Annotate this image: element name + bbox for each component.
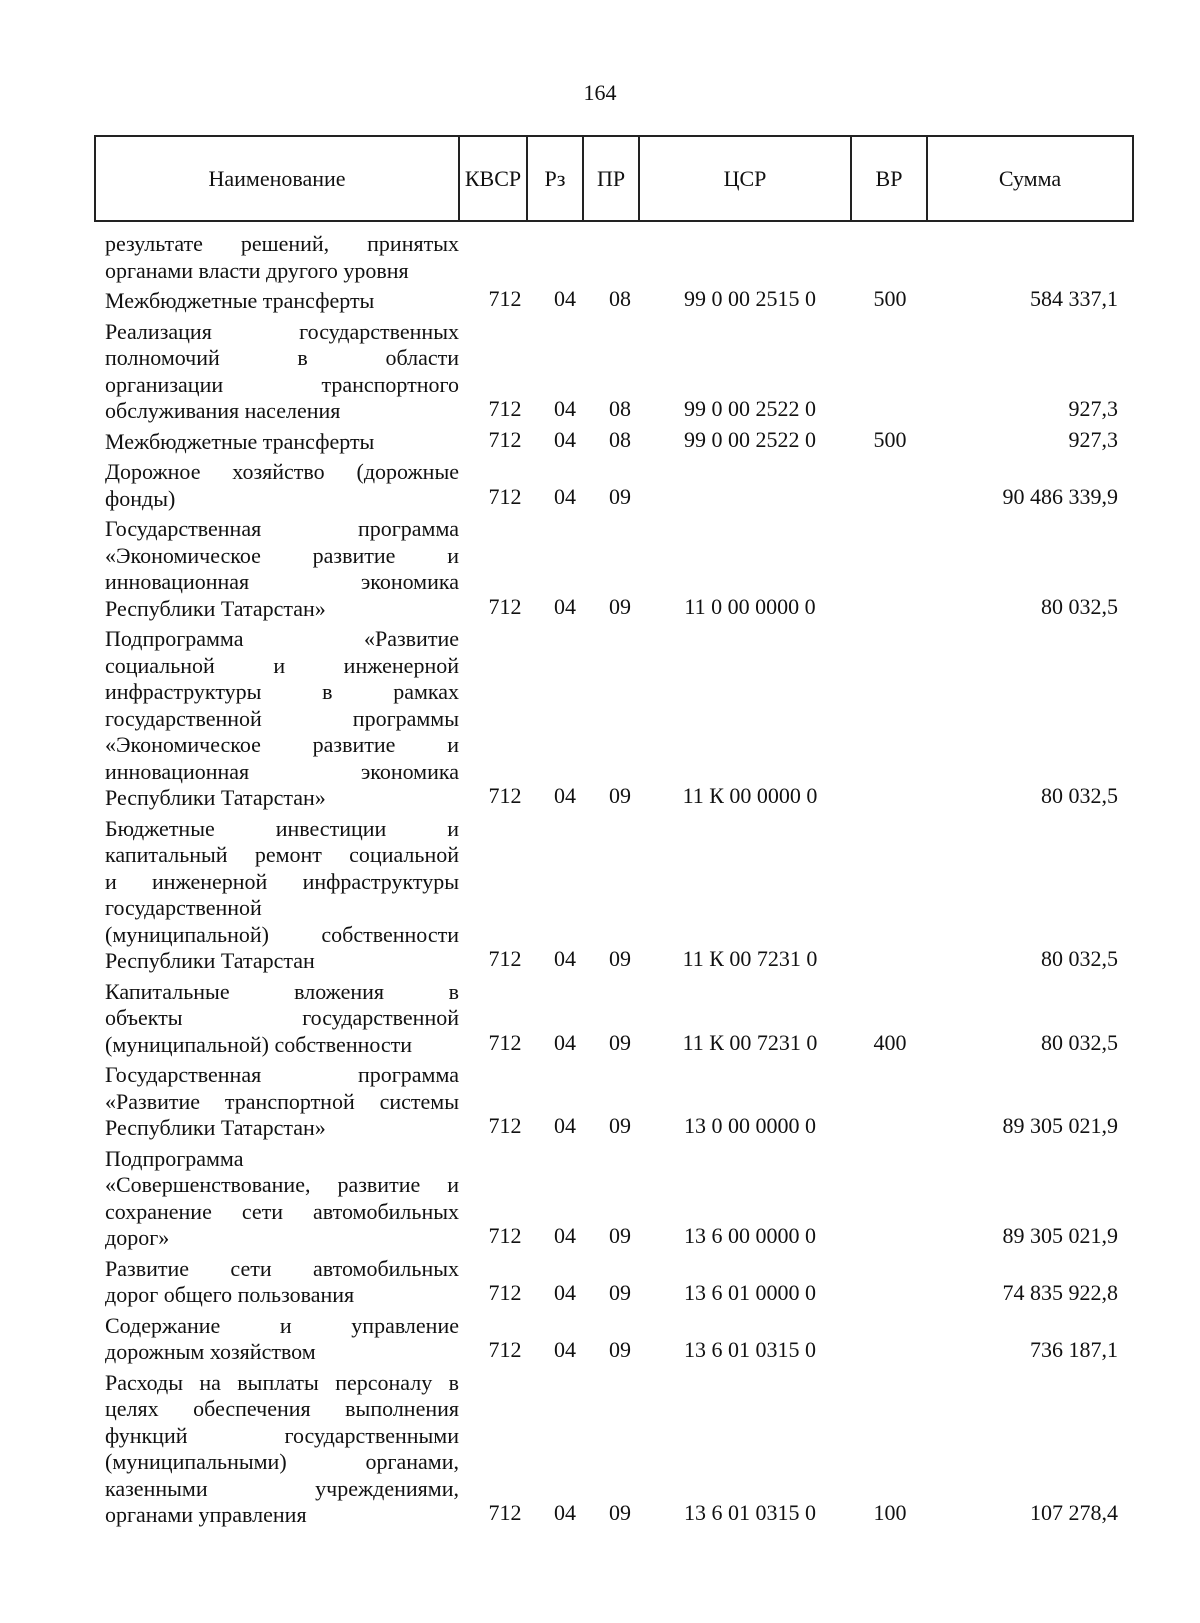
table-row [0,1313,1200,1366]
table-row [0,516,1200,622]
row-name-line: сохранение сети автомобильных [105,1198,459,1224]
cell-pr: 08 [609,286,631,311]
cell-kvsr: 712 [488,1223,522,1248]
cell-csr: 99 0 00 2522 0 [684,396,816,421]
row-name-line: (муниципальными) органами, [105,1449,459,1474]
cell-pr: 09 [609,1113,631,1138]
cell-sum: 80 032,5 [1041,783,1118,808]
row-name [105,516,459,622]
table-body [0,227,1200,1529]
header-rz: Рз [528,137,584,220]
cell-sum: 927,3 [1068,396,1118,421]
table-row [0,816,1200,975]
row-name-line: Государственная программа [105,516,459,541]
table-row [0,979,1200,1059]
cell-pr: 09 [609,1029,631,1055]
table-header [94,135,1134,222]
cell-pr: 08 [609,396,631,421]
row-name-line: органами управления [105,1502,307,1527]
cell-kvsr: 712 [488,946,522,971]
cell-kvsr: 712 [488,1337,522,1362]
cell-kvsr: 712 [488,1280,522,1305]
row-name [105,1370,459,1529]
row-name [105,319,459,425]
cell-rz: 04 [554,396,576,421]
row-name-line: капитальный ремонт социальной [105,842,459,867]
cell-csr: 11 К 00 0000 0 [682,783,818,808]
row-name-line: инновационная экономика [105,569,459,594]
table-row [0,426,1200,456]
cell-csr: 11 К 00 7231 0 [682,946,818,971]
cell-rz: 04 [554,593,576,619]
cell-kvsr: 712 [488,396,522,421]
row-name-line: функций государственными [105,1422,459,1448]
row-name-line: полномочий в области [105,345,459,370]
header-pr: ПР [584,137,640,220]
cell-rz: 04 [554,483,576,509]
cell-pr: 09 [609,1280,631,1305]
row-name-line: Подпрограмма [105,1145,244,1171]
table-row [0,1256,1200,1309]
row-name-line: «Экономическое развитие и [105,732,459,757]
row-name-line: объекты государственной [105,1005,459,1030]
cell-csr: 99 0 00 2522 0 [684,426,816,452]
row-name [105,1146,459,1252]
row-name-line: Бюджетные инвестиции и [105,815,459,841]
row-name-line: дорог» [105,1225,170,1250]
cell-sum: 80 032,5 [1041,1029,1118,1055]
row-name-line: «Экономическое развитие и [105,542,459,568]
cell-rz: 04 [554,1029,576,1055]
row-name-line: организации транспортного [105,371,459,397]
cell-csr: 13 6 01 0315 0 [684,1337,816,1362]
cell-kvsr: 712 [488,1029,522,1055]
cell-sum: 80 032,5 [1041,593,1118,619]
row-name-line: государственной программы [105,705,459,731]
table-row [0,1146,1200,1252]
cell-pr: 09 [609,1337,631,1362]
row-name-line: Расходы на выплаты персоналу в [105,1369,459,1395]
row-name-line: государственной [105,895,262,920]
row-name-line: (муниципальной) собственности [105,921,459,947]
row-name-line: целях обеспечения выполнения [105,1396,459,1421]
cell-vr: 500 [873,286,907,311]
row-name-line: Республики Татарстан» [105,595,326,621]
row-name-line: фонды) [105,485,176,511]
row-name-line: Развитие сети автомобильных [105,1255,459,1281]
cell-pr: 09 [609,483,631,509]
cell-sum: 80 032,5 [1041,946,1118,971]
row-name-line: Реализация государственных [105,318,459,344]
row-name-line: «Совершенствование, развитие и [105,1172,459,1197]
cell-vr: 100 [873,1500,907,1525]
cell-rz: 04 [554,783,576,808]
row-name-line: казенными учреждениями, [105,1475,459,1501]
row-name-line: (муниципальной) собственности [105,1031,413,1057]
row-name [105,979,459,1059]
row-name-line: инфраструктуры в рамках [105,679,459,704]
row-name-line: дорожным хозяйством [105,1339,316,1364]
row-name [105,1313,459,1366]
cell-csr: 13 6 00 0000 0 [684,1223,816,1248]
row-name [105,816,459,975]
cell-sum: 927,3 [1068,426,1118,452]
row-name-line: Республики Татарстан» [105,785,326,810]
cell-csr: 11 0 00 0000 0 [684,593,816,619]
table-row [0,231,1200,284]
row-name-line: социальной и инженерной [105,652,459,678]
header-name: Наименование [96,137,460,220]
cell-kvsr: 712 [488,426,522,452]
cell-vr: 500 [873,426,907,452]
row-name-line: Межбюджетные трансферты [105,428,375,454]
row-name-line: «Развитие транспортной системы [105,1088,459,1114]
cell-sum: 74 835 922,8 [1002,1280,1118,1305]
cell-sum: 107 278,4 [1030,1500,1118,1525]
table-row [0,459,1200,512]
table-row [0,626,1200,812]
table-row [0,1062,1200,1142]
row-name-line: и инженерной инфраструктуры [105,868,459,894]
cell-sum: 90 486 339,9 [1002,483,1118,509]
cell-sum: 584 337,1 [1030,286,1118,311]
cell-csr: 13 0 00 0000 0 [684,1113,816,1138]
row-name [105,1062,459,1142]
cell-kvsr: 712 [488,1113,522,1138]
cell-rz: 04 [554,286,576,311]
cell-pr: 09 [609,946,631,971]
cell-rz: 04 [554,426,576,452]
row-name-line: Государственная программа [105,1062,459,1087]
cell-rz: 04 [554,1113,576,1138]
row-name-line: Межбюджетные трансферты [105,288,375,313]
cell-kvsr: 712 [488,593,522,619]
table-row [0,288,1200,315]
cell-kvsr: 712 [488,783,522,808]
row-name-line: Подпрограмма «Развитие [105,626,459,651]
header-sum: Сумма [998,165,1062,191]
cell-rz: 04 [554,946,576,971]
row-name-line: Капитальные вложения в [105,978,459,1004]
header-vr: ВР [852,137,928,220]
cell-csr: 13 6 01 0315 0 [684,1500,816,1525]
cell-pr: 09 [609,1223,631,1248]
row-name-line: инновационная экономика [105,758,459,784]
cell-kvsr: 712 [488,1500,522,1525]
row-name [105,231,459,284]
cell-kvsr: 712 [488,483,522,509]
row-name-line: дорог общего пользования [105,1282,355,1307]
cell-pr: 09 [609,1500,631,1525]
cell-pr: 09 [609,783,631,808]
cell-vr: 400 [873,1029,907,1055]
row-name-line: Республики Татарстан» [105,1115,326,1140]
header-csr: ЦСР [640,137,852,220]
row-name [105,626,459,812]
cell-rz: 04 [554,1280,576,1305]
cell-rz: 04 [554,1223,576,1248]
header-kvsr: КВСР [460,137,528,220]
cell-sum: 736 187,1 [1030,1337,1118,1362]
cell-rz: 04 [554,1500,576,1525]
row-name-line: обслуживания населения [105,398,341,423]
row-name [105,1256,459,1309]
row-name-line: Содержание и управление [105,1312,459,1338]
cell-csr: 99 0 00 2515 0 [684,286,816,311]
table-row [0,319,1200,425]
table-row [0,1370,1200,1529]
cell-sum: 89 305 021,9 [1002,1223,1118,1248]
cell-csr: 13 6 01 0000 0 [684,1280,816,1305]
row-name [105,288,459,315]
cell-sum: 89 305 021,9 [1002,1113,1118,1138]
cell-pr: 08 [609,426,631,452]
cell-kvsr: 712 [488,286,522,311]
page-number: 164 [583,80,617,105]
row-name [105,459,459,512]
row-name-line: органами власти другого уровня [105,257,409,283]
row-name-line: Дорожное хозяйство (дорожные [105,459,459,484]
row-name-line: результате решений, принятых [105,231,459,256]
row-name-line: Республики Татарстан [105,948,315,973]
row-name [105,429,459,456]
cell-pr: 09 [609,593,631,619]
cell-rz: 04 [554,1337,576,1362]
cell-csr: 11 К 00 7231 0 [682,1029,818,1055]
